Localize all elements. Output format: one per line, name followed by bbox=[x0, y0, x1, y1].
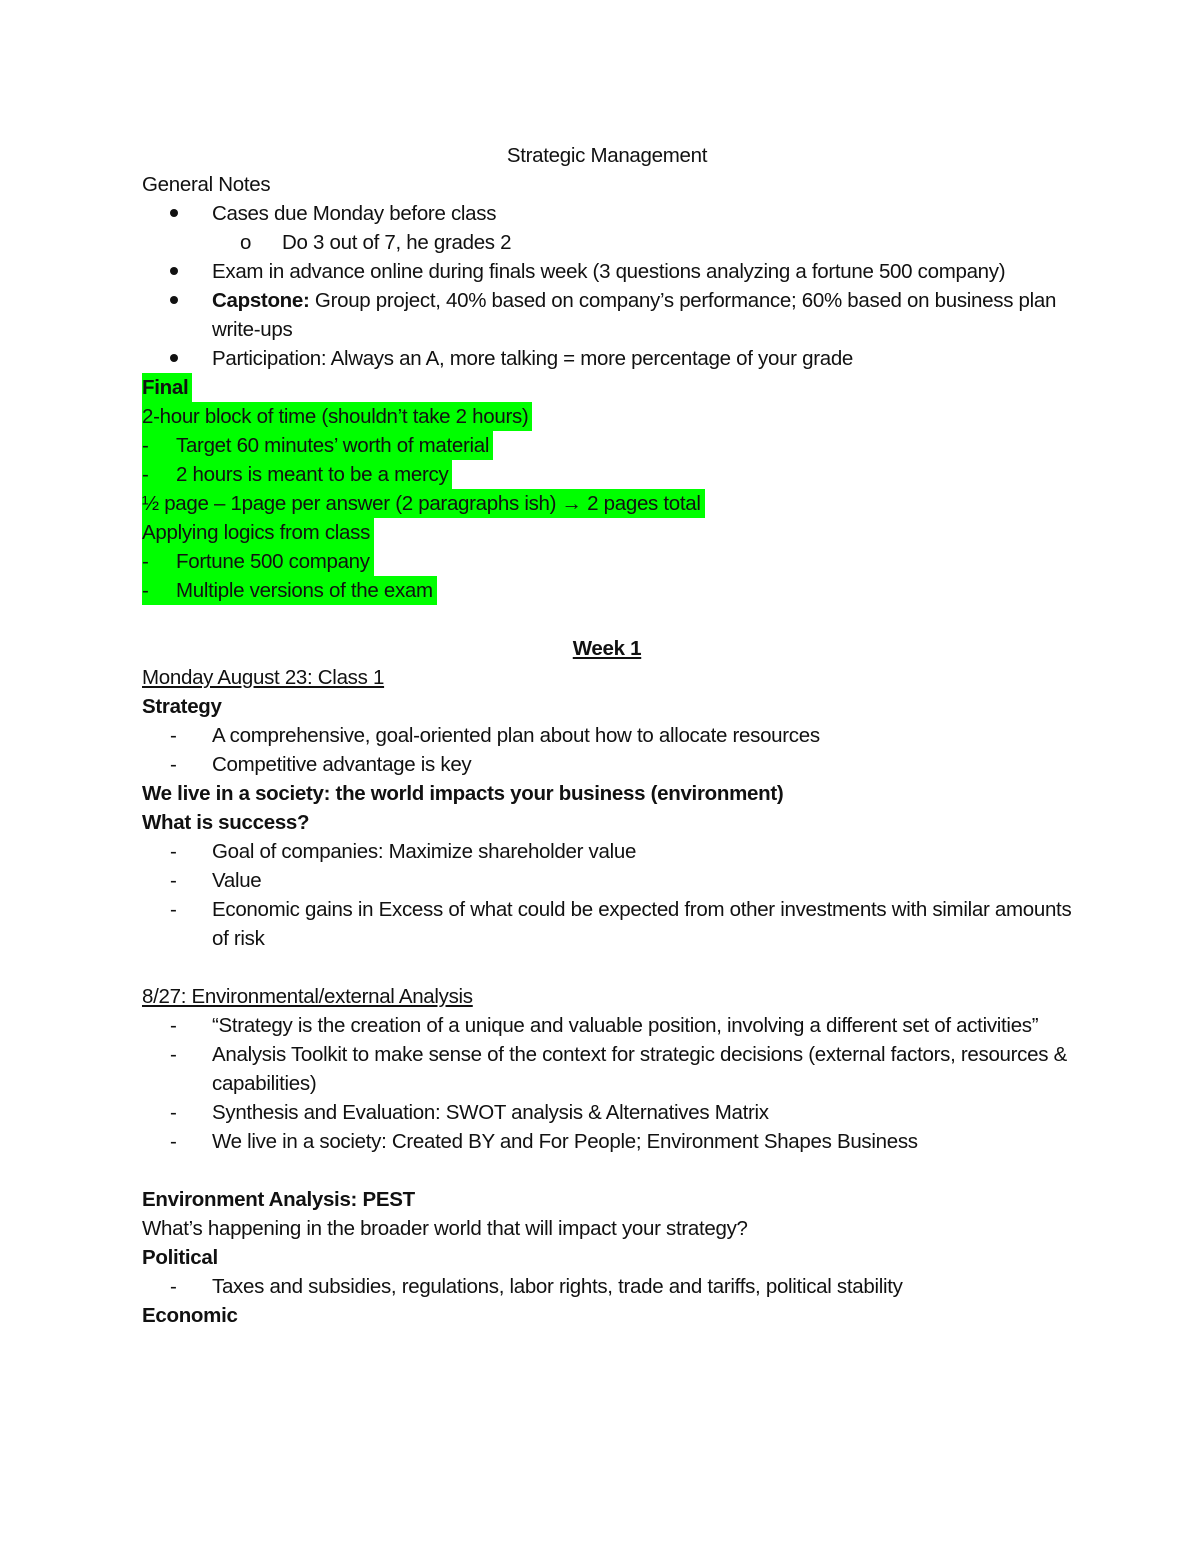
pest-heading: Environment Analysis: PEST bbox=[142, 1188, 415, 1211]
list-item: Cases due Monday before class bbox=[142, 199, 1072, 228]
env-analysis-heading: 8/27: Environmental/external Analysis bbox=[142, 985, 473, 1008]
final-heading: Final bbox=[142, 373, 192, 402]
dash-marker: - bbox=[170, 1275, 177, 1298]
final-item: - Target 60 minutes’ worth of material bbox=[142, 431, 493, 460]
list-item: - Economic gains in Excess of what could be expected from other investments with similar amounts of risk bbox=[142, 895, 1072, 953]
bullet-icon bbox=[170, 199, 190, 228]
list-item: - Synthesis and Evaluation: SWOT analysis & Alternatives Matrix bbox=[142, 1098, 1072, 1127]
document-title: Strategic Management bbox=[506, 144, 708, 167]
final-line: 2-hour block of time (shouldn’t take 2 hours) bbox=[142, 402, 532, 431]
final-item: - Multiple versions of the exam bbox=[142, 576, 437, 605]
list-item: Capstone: Group project, 40% based on company’s performance; 60% based on business plan write-ups bbox=[142, 286, 1072, 344]
political-heading: Political bbox=[142, 1246, 218, 1269]
bullet-icon bbox=[170, 344, 190, 373]
final-item: - 2 hours is meant to be a mercy bbox=[142, 460, 452, 489]
dash-marker: - bbox=[170, 1101, 177, 1124]
final-line: Applying logics from class bbox=[142, 518, 374, 547]
dash-marker: - bbox=[170, 1130, 177, 1153]
list-item: - “Strategy is the creation of a unique and valuable position, involving a different set of activities” bbox=[142, 1011, 1072, 1040]
dash-marker: - bbox=[170, 724, 177, 747]
general-notes-heading: General Notes bbox=[142, 173, 271, 196]
bullet-icon bbox=[170, 257, 190, 286]
pest-question: What’s happening in the broader world that will impact your strategy? bbox=[142, 1217, 748, 1240]
strategy-heading: Strategy bbox=[142, 695, 222, 718]
dash-marker: - bbox=[170, 898, 177, 921]
dash-marker: - bbox=[170, 840, 177, 863]
list-item: Exam in advance online during finals week (3 questions analyzing a fortune 500 company) bbox=[142, 257, 1072, 286]
document-page bbox=[142, 141, 1072, 1330]
final-section bbox=[142, 373, 1072, 402]
list-item: Participation: Always an A, more talking = more percentage of your grade bbox=[142, 344, 1072, 373]
list-item: - Competitive advantage is key bbox=[142, 750, 1072, 779]
dash-marker: - bbox=[170, 869, 177, 892]
final-item: - Fortune 500 company bbox=[142, 547, 374, 576]
capstone-label: Capstone: bbox=[212, 289, 310, 312]
list-item: o Do 3 out of 7, he grades 2 bbox=[142, 228, 1072, 257]
success-heading: What is success? bbox=[142, 811, 310, 834]
list-item: - Analysis Toolkit to make sense of the context for strategic decisions (external factors, resources & capabilities) bbox=[142, 1040, 1072, 1098]
list-item: - Taxes and subsidies, regulations, labor rights, trade and tariffs, political stability bbox=[142, 1272, 1072, 1301]
final-line: ½ page – 1page per answer (2 paragraphs ish) → 2 pages total bbox=[142, 489, 705, 518]
week-heading: Week 1 bbox=[572, 637, 642, 660]
list-item: - Goal of companies: Maximize shareholder value bbox=[142, 837, 1072, 866]
dash-marker: - bbox=[170, 1043, 177, 1066]
list-item: - Value bbox=[142, 866, 1072, 895]
bullet-icon bbox=[170, 286, 190, 315]
class-heading: Monday August 23: Class 1 bbox=[142, 666, 385, 689]
dash-marker: - bbox=[170, 753, 177, 776]
list-item: - We live in a society: Created BY and For People; Environment Shapes Business bbox=[142, 1127, 1072, 1156]
dash-marker: - bbox=[170, 1014, 177, 1037]
sub-bullet-icon: o bbox=[240, 231, 252, 254]
list-item: - A comprehensive, goal-oriented plan about how to allocate resources bbox=[142, 721, 1072, 750]
economic-heading: Economic bbox=[142, 1304, 238, 1327]
society-heading: We live in a society: the world impacts your business (environment) bbox=[142, 782, 784, 805]
